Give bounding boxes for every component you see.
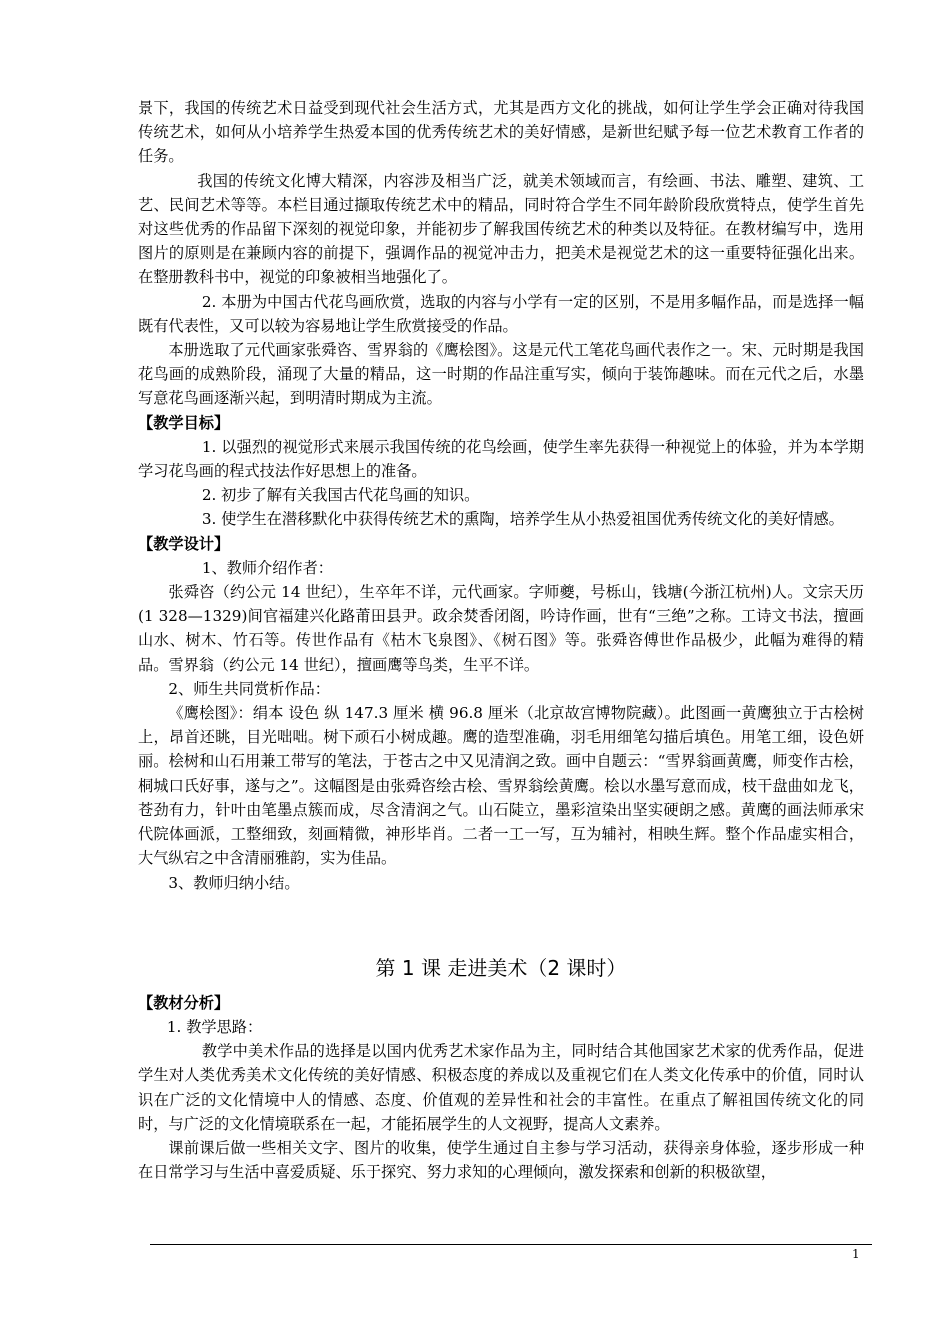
section-heading: 【教材分析】 <box>138 993 230 1012</box>
paragraph: 本册选取了元代画家张舜咨、雪界翁的《鹰桧图》。这是元代工笔花鸟画代表作之一。宋、元时期是我国花鸟画的成熟阶段，涌现了大量的精品，这一时期的作品注重写实，倾向于装饰趣味。而在元代之后，水墨写意花鸟画逐渐兴起，到明清时期成为主流。 <box>138 341 864 408</box>
page-number: 1 <box>852 1247 860 1261</box>
paragraph: 1. 以强烈的视觉形式来展示我国传统的花鸟绘画，使学生率先获得一种视觉上的体验，并为本学期学习花鸟画的程式技法作好思想上的准备。 <box>138 437 864 481</box>
paragraph: 3. 使学生在潜移默化中获得传统艺术的熏陶，培养学生从小热爱祖国优秀传统文化的美好情感。 <box>201 510 844 529</box>
paragraph: 我国的传统文化博大精深，内容涉及相当广泛，就美术领域而言，有绘画、书法、雕塑、建筑、工艺、民间艺术等等。本栏目通过撷取传统艺术中的精品，同时符合学生不同年龄阶段欣赏特点，使学生首先对这些优秀的作品留下深刻的视觉印象，并能初步了解我国传统艺术的种类以及特征。在教材编写中，选用图片的原则是在兼顾内容的前提下，强调作品的视觉冲击力，把美术是视觉艺术的这一重要特征强化出来。在整册教科书中，视觉的印象被相当地强化了。 <box>138 171 864 287</box>
paragraph: 课前课后做一些相关文字、图片的收集，使学生通过自主参与学习活动，获得亲身体验，逐步形成一种在日常学习与生活中喜爱质疑、乐于探究、努力求知的心理倾向，激发探索和创新的积极欲望， <box>138 1138 864 1182</box>
paragraph: 《鹰桧图》：绢本 设色 纵 147.3 厘米 横 96.8 厘米（北京故宫博物院藏）。此图画一黄鹰独立于古桧树上，昂首还眺，目光咄咄。树下顽石小树成趣。鹰的造型准确，羽毛用细笔勾描后填色。用笔工细，设色妍丽。桧树和山石用兼工带写的笔法，于苍古之中又见清润之致。画中自题云：“雪界翁画黄鹰，师变作古桧，桐城口氏好事，遂与之”。这幅图是由张舜咨绘古桧、雪界翁绘黄鹰。桧以水墨写意而成，枝干盘曲如龙飞，苍劲有力，针叶由笔墨点簇而成，尽含清润之气。山石陡立，墨彩渲染出坚实硬朗之感。黄鹰的画法师承宋代院体画派，工整细致，刻画精微，神形毕肖。二者一工一写，互为辅衬，相映生辉。整个作品虚实相合，大气纵宕之中含清丽雅韵，实为佳品。 <box>138 704 864 868</box>
footer-rule <box>150 1244 872 1245</box>
paragraph: 2. 本册为中国古代花鸟画欣赏，选取的内容与小学有一定的区别，不是用多幅作品，而是选择一幅既有代表性，又可以较为容易地让学生欣赏接受的作品。 <box>138 292 864 335</box>
section-heading: 【教学设计】 <box>138 534 230 553</box>
paragraph: 景下，我国的传统艺术日益受到现代社会生活方式，尤其是西方文化的挑战，如何让学生学会正确对待我国传统艺术，如何从小培养学生热爱本国的优秀传统艺术的美好情感，是新世纪赋予每一位艺术教育工作者的任务。 <box>138 99 864 166</box>
paragraph: 2. 初步了解有关我国古代花鸟画的知识。 <box>201 486 480 505</box>
paragraph: 3、教师归纳小结。 <box>168 873 300 892</box>
paragraph: 教学中美术作品的选择是以国内优秀艺术家作品为主，同时结合其他国家艺术家的优秀作品，促进学生对人类优秀美术文化传统的美好情感、积极态度的养成以及重视它们在人类文化传承中的价值，同时认识在广泛的文化情境中人的情感、态度、价值观的差异性和社会的丰富性。在重点了解祖国传统文化的同时，与广泛的文化情境联系在一起，才能拓展学生的人文视野，提高人文素养。 <box>138 1042 864 1133</box>
paragraph: 1、教师介绍作者： <box>201 558 333 577</box>
lesson-title: 第 1 课 走进美术（2 课时） <box>375 955 627 980</box>
paragraph: 2、师生共同赏析作品： <box>168 679 330 698</box>
paragraph: 1. 教学思路： <box>166 1017 263 1036</box>
body-text <box>138 96 864 1184</box>
paragraph: 张舜咨（约公元 14 世纪），生卒年不详，元代画家。字师夔，号栎山，钱塘(今浙江杭州)人。文宗天历(1 328—1329)间官福建兴化路莆田县尹。政余焚香闭阁，吟诗作画，世有“三绝”之称。工诗文书法，擅画山水、树木、竹石等。传世作品有《枯木飞泉图》、《树石图》等。张舜咨傅世作品极少，此幅为难得的精品。雪界翁（约公元 14 世纪），擅画鹰等鸟类，生平不详。 <box>138 583 864 674</box>
section-heading: 【教学目标】 <box>138 413 230 432</box>
